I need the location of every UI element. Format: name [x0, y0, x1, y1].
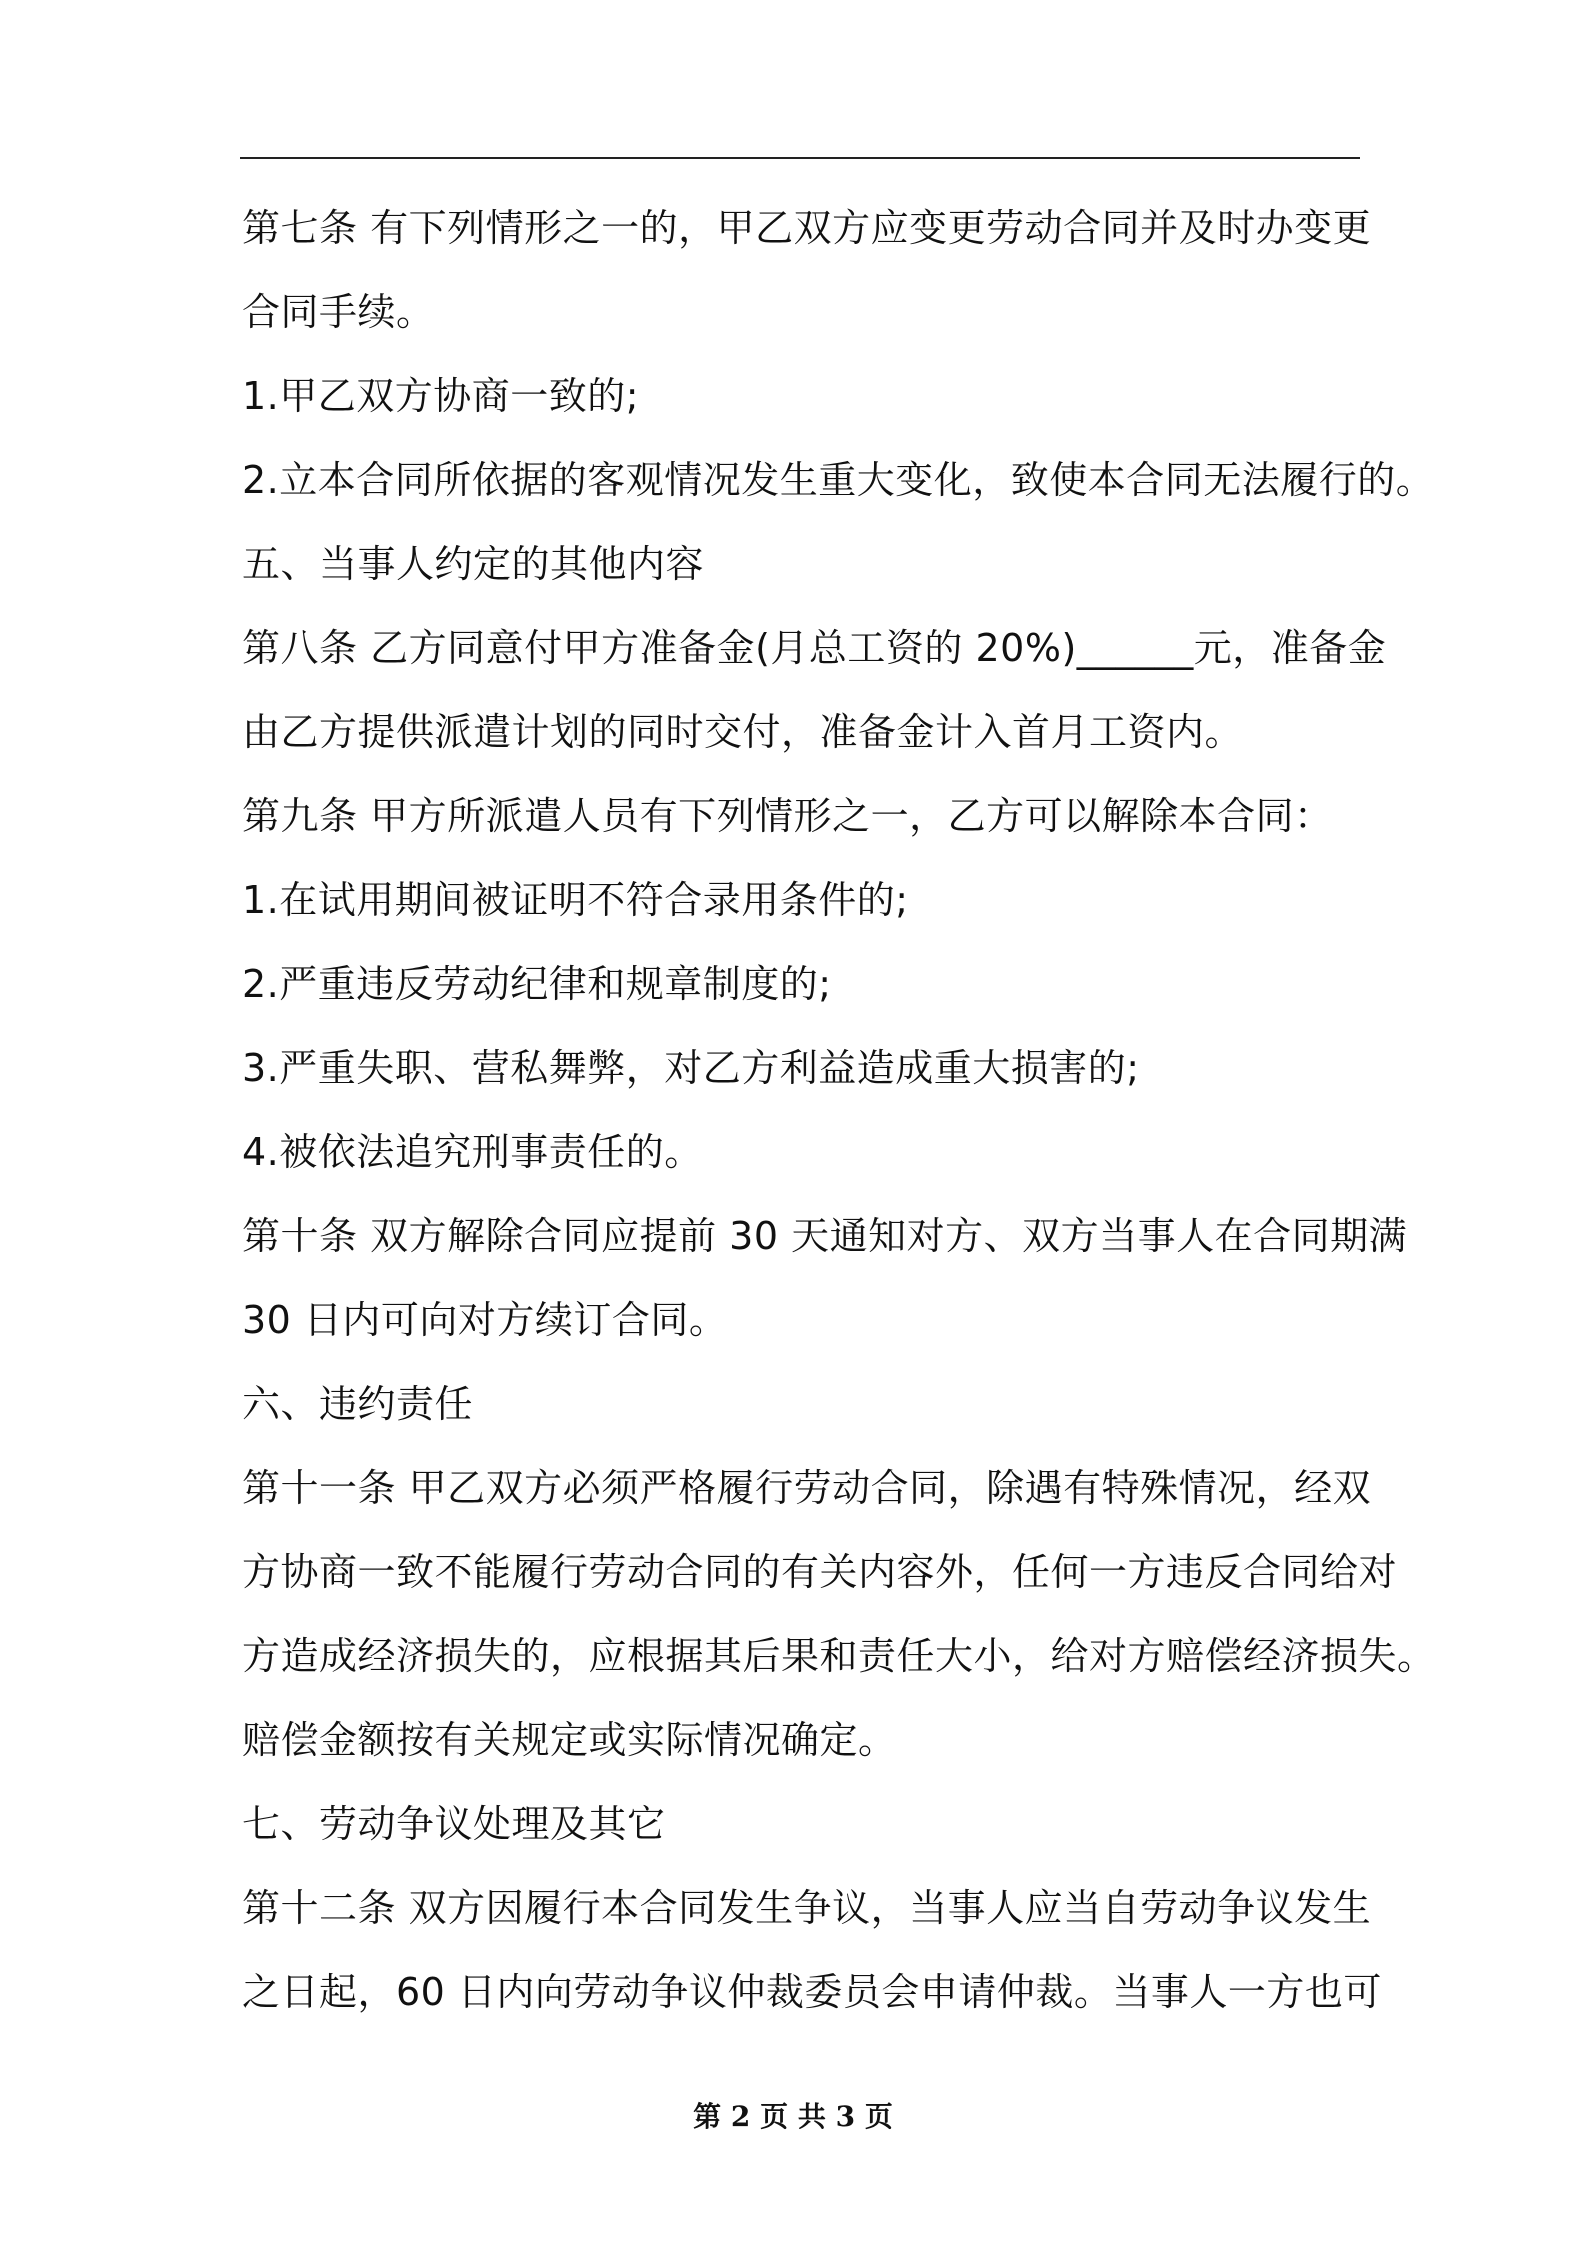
text-line: 第十一条 甲乙双方必须严格履行劳动合同，除遇有特殊情况，经双: [242, 1466, 1372, 1510]
text-line: 第七条 有下列情形之一的，甲乙双方应变更劳动合同并及时办变更: [242, 206, 1372, 250]
text-line: 由乙方提供派遣计划的同时交付，准备金计入首月工资内。: [242, 710, 1244, 754]
text-line: 赔偿金额按有关规定或实际情况确定。: [242, 1718, 897, 1762]
header-divider: [240, 157, 1360, 159]
section-heading: 六、违约责任: [242, 1382, 474, 1426]
text-line: 方协商一致不能履行劳动合同的有关内容外，任何一方违反合同给对: [242, 1550, 1398, 1594]
section-heading: 五、当事人约定的其他内容: [242, 542, 705, 586]
text-line: 第九条 甲方所派遣人员有下列情形之一，乙方可以解除本合同：: [242, 794, 1333, 838]
text-line: 合同手续。: [242, 290, 435, 334]
text-line: 第八条 乙方同意付甲方准备金(月总工资的 20%)______元，准备金: [242, 626, 1387, 670]
text-line: 方造成经济损失的，应根据其后果和责任大小，给对方赔偿经济损失。: [242, 1634, 1436, 1678]
text-line: 2.严重违反劳动纪律和规章制度的;: [242, 962, 832, 1006]
text-line: 2.立本合同所依据的客观情况发生重大变化，致使本合同无法履行的。: [242, 458, 1435, 502]
text-line: 1.甲乙双方协商一致的;: [242, 374, 640, 418]
text-line: 1.在试用期间被证明不符合录用条件的;: [242, 878, 909, 922]
text-line: 3.严重失职、营私舞弊，对乙方利益造成重大损害的;: [242, 1046, 1140, 1090]
section-heading: 七、劳动争议处理及其它: [242, 1802, 666, 1846]
text-line: 30 日内可向对方续订合同。: [242, 1298, 728, 1342]
text-line: 4.被依法追究刑事责任的。: [242, 1130, 703, 1174]
text-line: 之日起，60 日内向劳动争议仲裁委员会申请仲裁。当事人一方也可: [242, 1970, 1382, 2014]
page-number: 第 2 页 共 3 页: [693, 2100, 893, 2133]
text-line: 第十条 双方解除合同应提前 30 天通知对方、双方当事人在合同期满: [242, 1214, 1408, 1258]
text-line: 第十二条 双方因履行本合同发生争议，当事人应当自劳动争议发生: [242, 1886, 1372, 1930]
document-body: [242, 186, 1436, 2034]
